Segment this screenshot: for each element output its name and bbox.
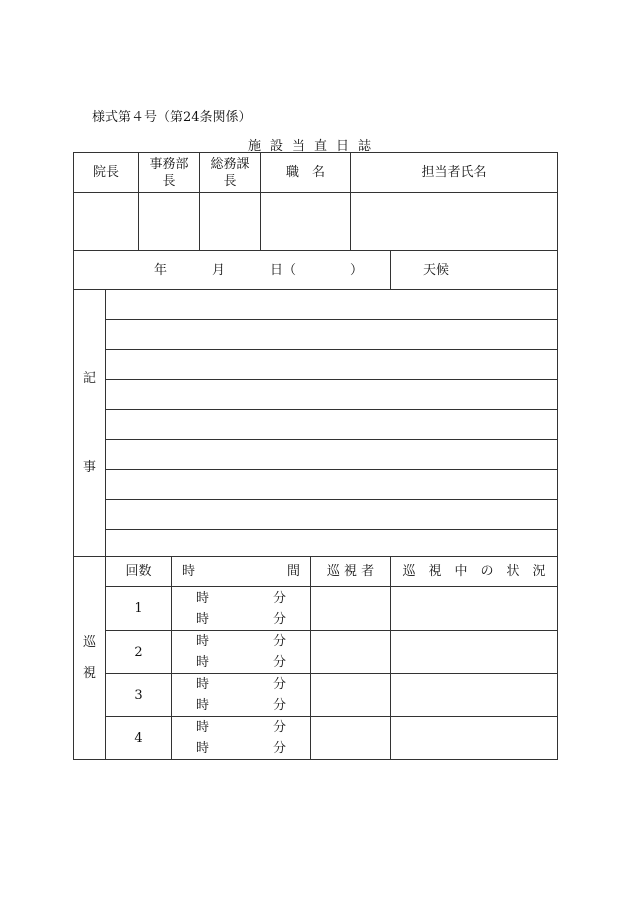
start-time-line	[172, 588, 310, 609]
minute-label: 分	[272, 677, 286, 692]
month-label: 月	[212, 262, 226, 278]
notes-table	[73, 289, 558, 557]
hour-label: 時	[196, 611, 210, 627]
time-header-left: 時	[182, 564, 196, 579]
minute-label: 分	[272, 698, 286, 713]
notes-line[interactable]	[106, 380, 558, 410]
notes-line[interactable]	[106, 410, 558, 440]
start-time-line	[172, 631, 310, 652]
count-header: 回数	[106, 557, 172, 587]
admin-dept-head-line1: 事務部	[149, 156, 189, 172]
notes-line[interactable]	[106, 470, 558, 500]
job-title-header: 職 名	[261, 153, 351, 193]
weather-label: 天候	[423, 262, 450, 278]
admin-dept-head-line2: 長	[162, 173, 176, 189]
round-number: 2	[106, 631, 172, 674]
notes-line[interactable]	[106, 290, 558, 320]
patroller-cell[interactable]	[311, 674, 391, 717]
notes-label-char1: 記	[82, 371, 96, 386]
notes-label-char2: 事	[82, 460, 96, 475]
hour-label: 時	[196, 634, 210, 649]
notes-line[interactable]	[106, 350, 558, 380]
person-in-charge-header: 担当者氏名	[351, 153, 558, 193]
status-cell[interactable]	[391, 717, 558, 760]
form-number: 様式第４号（第24条関係）	[92, 110, 252, 125]
round-number: 1	[106, 587, 172, 631]
admin-dept-head-header	[139, 153, 200, 193]
end-time-line	[172, 652, 310, 673]
date-cell[interactable]	[74, 251, 391, 290]
minute-label: 分	[272, 634, 286, 649]
date-table	[73, 250, 558, 290]
end-time-line	[172, 695, 310, 716]
notes-line[interactable]	[106, 530, 558, 557]
director-header: 院長	[74, 153, 139, 193]
patroller-cell[interactable]	[311, 587, 391, 631]
patrol-table	[73, 556, 558, 760]
page-title: 施設当直日誌	[248, 139, 381, 154]
hour-label: 時	[196, 655, 210, 670]
round-time-cell[interactable]	[172, 717, 311, 760]
patroller-header: 巡 視 者	[311, 557, 391, 587]
hour-label: 時	[196, 741, 210, 756]
notes-label	[74, 290, 106, 557]
round-time-cell[interactable]	[172, 631, 311, 674]
notes-line[interactable]	[106, 500, 558, 530]
status-cell[interactable]	[391, 674, 558, 717]
patroller-cell[interactable]	[311, 717, 391, 760]
patroller-cell[interactable]	[311, 631, 391, 674]
general-affairs-head-line2: 長	[223, 173, 237, 189]
minute-label: 分	[272, 611, 286, 627]
general-affairs-head-line1: 総務課	[210, 156, 250, 172]
patrol-label	[74, 557, 106, 760]
minute-label: 分	[272, 741, 286, 756]
approval-table	[73, 152, 558, 251]
patrol-label-char2: 視	[82, 666, 96, 681]
day-label: 日（	[270, 262, 297, 278]
round-number: 3	[106, 674, 172, 717]
start-time-line	[172, 717, 310, 738]
status-cell[interactable]	[391, 587, 558, 631]
hour-label: 時	[196, 720, 210, 735]
hour-label: 時	[196, 677, 210, 692]
patrol-label-char1: 巡	[82, 635, 96, 650]
year-label: 年	[154, 262, 168, 278]
general-affairs-head-header	[200, 153, 261, 193]
hour-label: 時	[196, 590, 210, 606]
person-in-charge-cell[interactable]	[351, 193, 558, 251]
end-time-line	[172, 609, 310, 630]
admin-dept-head-stamp-cell[interactable]	[139, 193, 200, 251]
time-header-right: 間	[286, 564, 300, 579]
round-time-cell[interactable]	[172, 674, 311, 717]
director-stamp-cell[interactable]	[74, 193, 139, 251]
notes-line[interactable]	[106, 320, 558, 350]
round-time-cell[interactable]	[172, 587, 311, 631]
weather-cell[interactable]	[391, 251, 558, 290]
weekday-close: ）	[350, 262, 364, 278]
job-title-cell[interactable]	[261, 193, 351, 251]
minute-label: 分	[272, 720, 286, 735]
minute-label: 分	[272, 590, 286, 606]
hour-label: 時	[196, 698, 210, 713]
general-affairs-head-stamp-cell[interactable]	[200, 193, 261, 251]
minute-label: 分	[272, 655, 286, 670]
status-header: 巡 視 中 の 状 況	[391, 557, 558, 587]
notes-line[interactable]	[106, 440, 558, 470]
round-number: 4	[106, 717, 172, 760]
time-header	[172, 557, 311, 587]
status-cell[interactable]	[391, 631, 558, 674]
start-time-line	[172, 674, 310, 695]
end-time-line	[172, 738, 310, 759]
